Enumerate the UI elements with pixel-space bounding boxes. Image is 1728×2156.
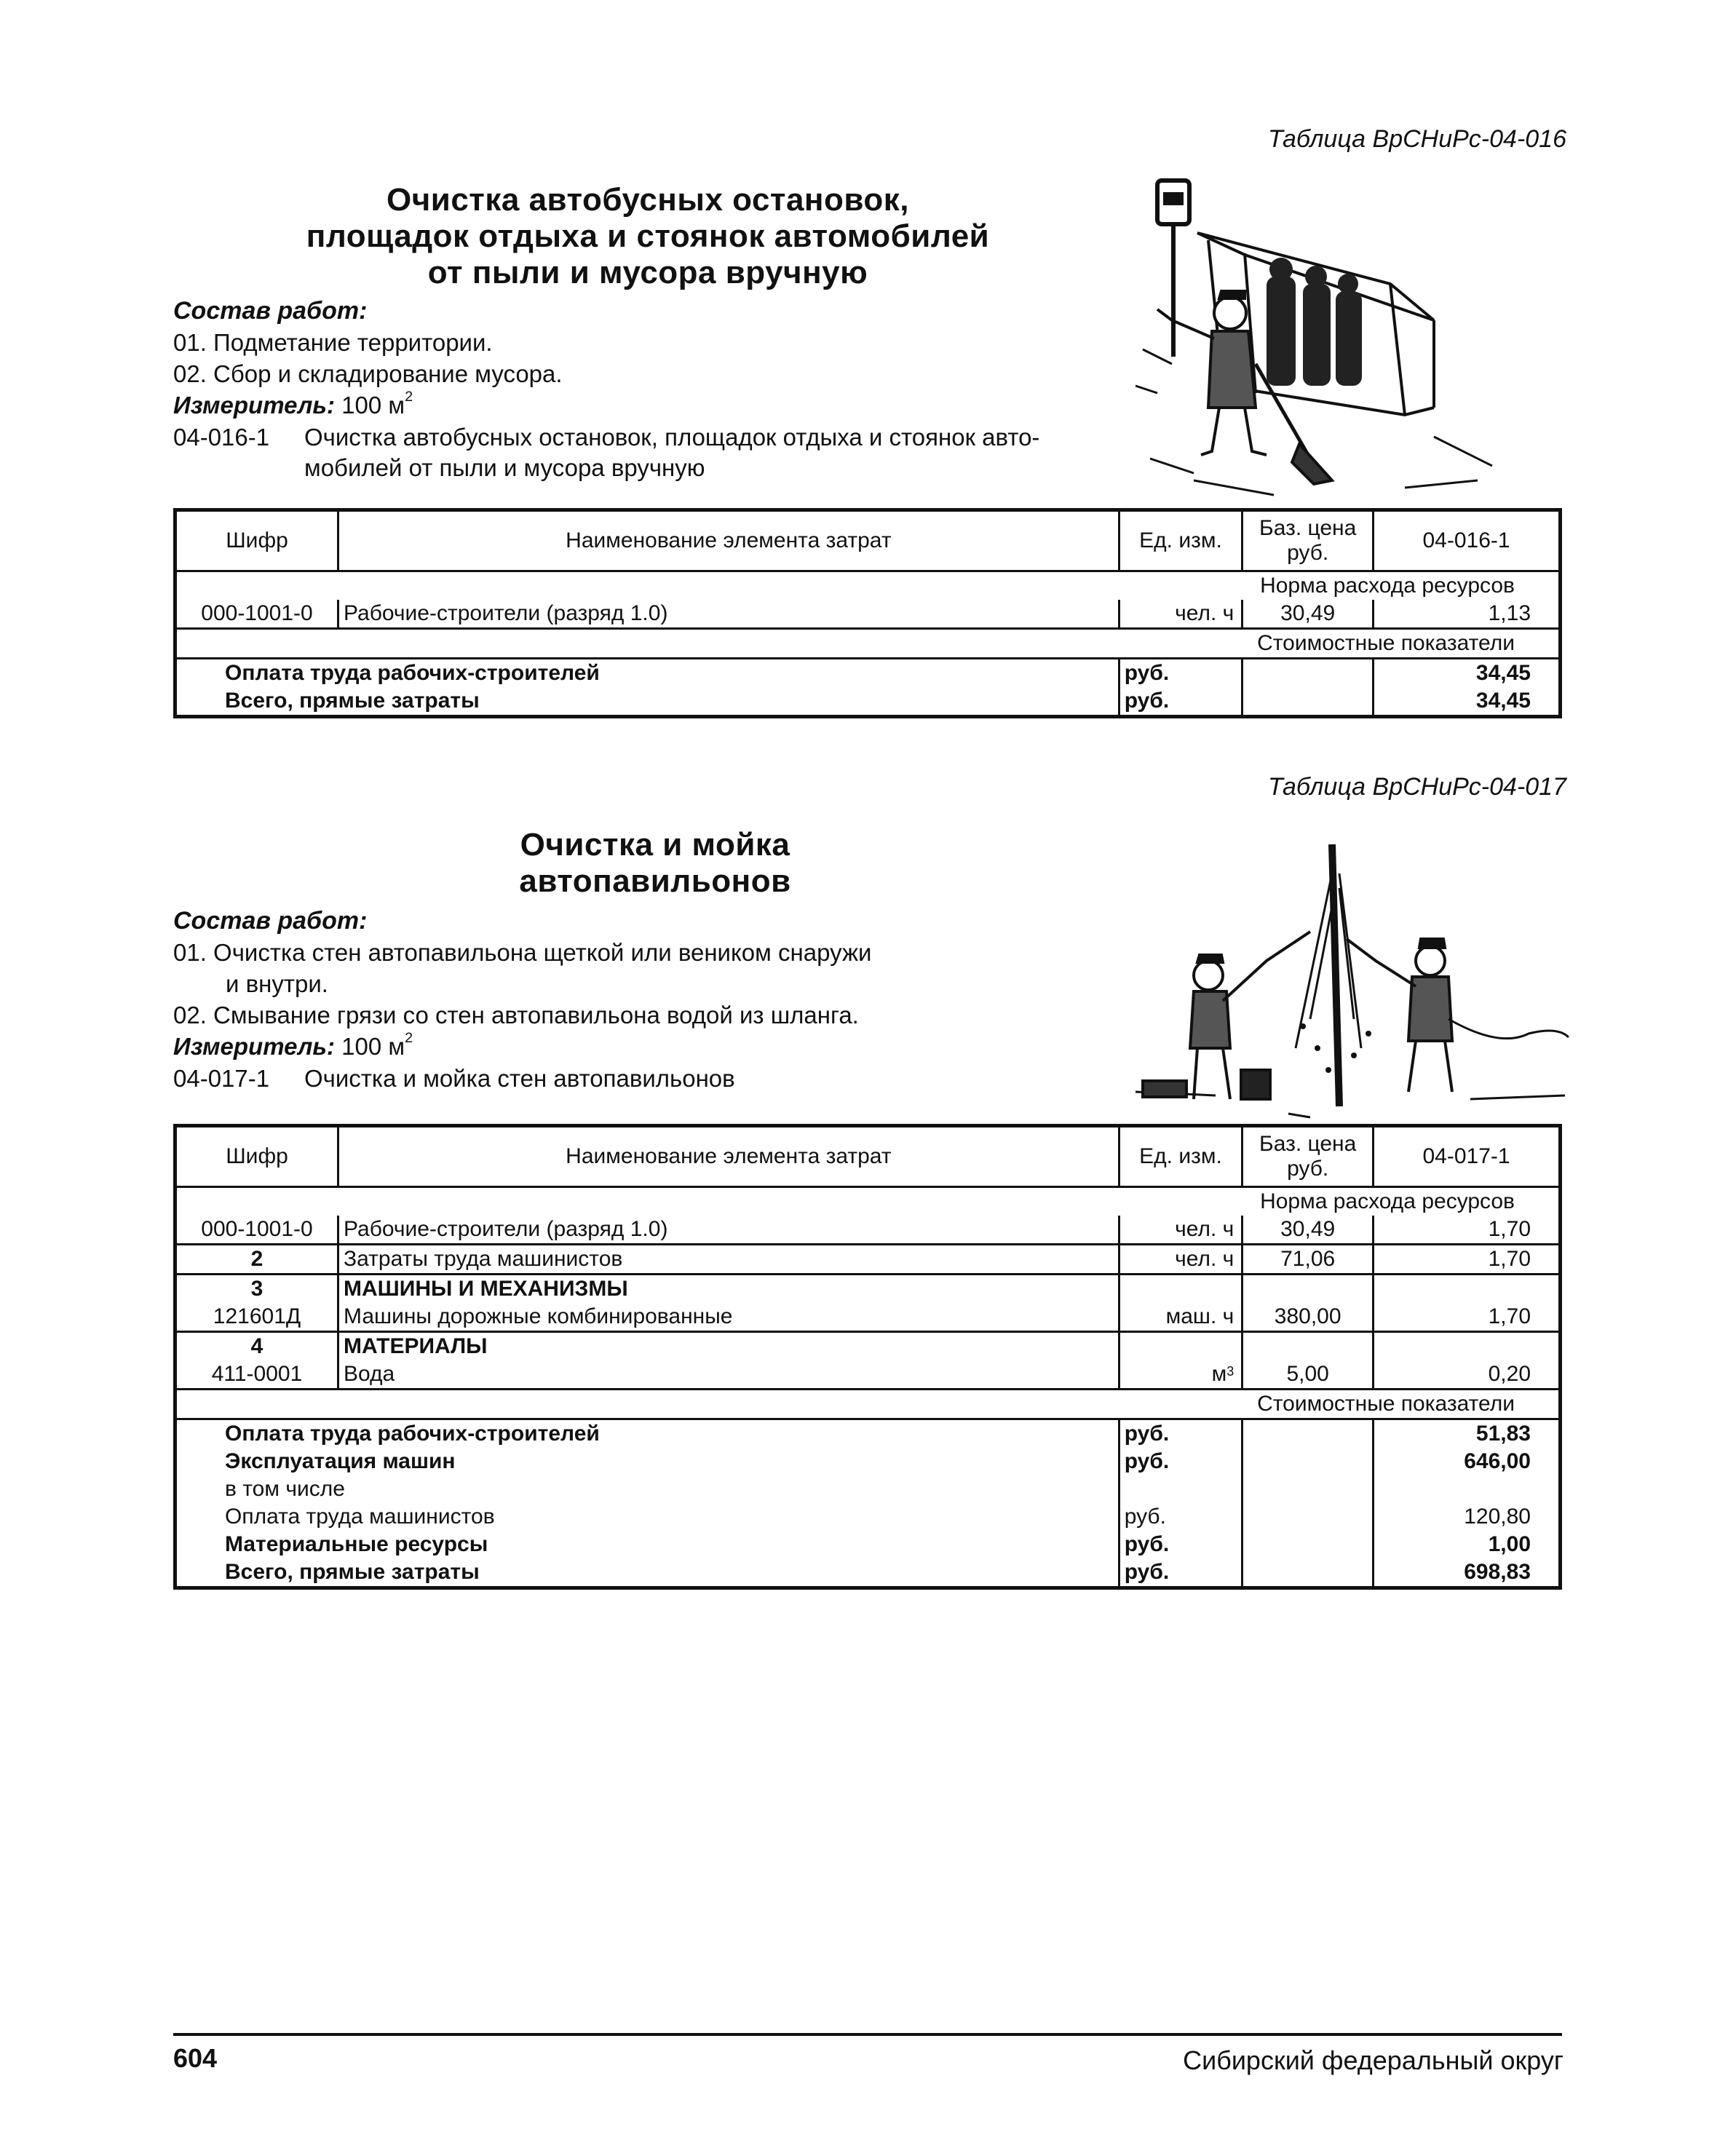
cell-value: 1,13: [1488, 601, 1531, 625]
heading-line: Очистка и мойка: [520, 827, 790, 863]
cost-row: [175, 1503, 1561, 1531]
unit-text: м: [1211, 1362, 1227, 1386]
cell-value: [1374, 1332, 1561, 1361]
cell-code: 2: [175, 1245, 338, 1275]
meter-label: Измеритель:: [173, 1033, 335, 1060]
work-item: 01. Очистка стен автопавильона щеткой или веником снаружи: [173, 939, 872, 966]
table-header-row: [175, 1126, 1561, 1187]
cost-value: [1374, 1475, 1561, 1503]
meter-label: Измеритель:: [173, 392, 335, 419]
norm-header: Норма расхода ресурсов: [175, 571, 1561, 601]
pavilion-washing-illustration: [1121, 830, 1572, 1121]
cost-unit: руб.: [1119, 659, 1243, 688]
cell-unit: [1119, 1332, 1243, 1361]
cell-code: 000-1001-0: [175, 1216, 338, 1245]
cost-price: [1243, 1448, 1374, 1475]
work-item: 02. Смывание грязи со стен автопавильона водой из шланга.: [173, 1002, 859, 1029]
cost-value: 646,00: [1464, 1449, 1531, 1473]
table-header-row: [175, 510, 1561, 571]
resource-table: [173, 508, 1562, 718]
cost-row: [175, 1558, 1561, 1588]
table-row: [175, 1332, 1561, 1361]
cell-price: 380,00: [1243, 1303, 1374, 1332]
cost-unit: руб.: [1119, 687, 1243, 717]
heading-line: Очистка автобусных остановок,: [387, 182, 909, 218]
table-row: [175, 1360, 1561, 1390]
cost-unit: руб.: [1119, 1448, 1243, 1475]
cell-unit: маш. ч: [1119, 1303, 1243, 1332]
cost-row: [175, 1448, 1561, 1475]
cost-header: Стоимостные показатели: [175, 629, 1561, 659]
cost-price: [1243, 1558, 1374, 1588]
cell-price: 5,00: [1243, 1360, 1374, 1390]
section-heading: [437, 827, 873, 900]
footer-region: Сибирский федеральный округ: [1183, 2045, 1563, 2075]
cell-unit: [1119, 1275, 1243, 1304]
col-header-code: Шифр: [175, 1126, 338, 1187]
cost-price: [1243, 1531, 1374, 1558]
cost-value: 120,80: [1464, 1505, 1531, 1529]
cost-value: 51,83: [1374, 1419, 1561, 1448]
cell-name: Затраты труда машинистов: [338, 1245, 1119, 1275]
col-header-unit: Ед. изм.: [1119, 510, 1243, 571]
norm-header-row: [175, 571, 1561, 601]
col-header-price: Баз. цена руб.: [1243, 510, 1374, 571]
table-row: [175, 1303, 1561, 1332]
cost-name: Оплата труда рабочих-строителей: [175, 1419, 1119, 1448]
cost-name: Всего, прямые затраты: [175, 1558, 1119, 1588]
cost-name: Оплата труда рабочих-строителей: [175, 659, 1119, 688]
cost-price: [1243, 659, 1374, 688]
work-item: 01. Подметание территории.: [173, 329, 493, 356]
cost-row: [175, 659, 1561, 688]
cell-unit: чел. ч: [1119, 1245, 1243, 1275]
table-row: [175, 600, 1561, 629]
cost-header-row: [175, 1390, 1561, 1419]
cost-unit: руб.: [1119, 1558, 1243, 1588]
cost-row: [175, 1475, 1561, 1503]
cell-name: МАТЕРИАЛЫ: [338, 1332, 1119, 1361]
item-text: Очистка автобусных остановок, площадок отдыха и стоянок авто-: [304, 424, 1040, 451]
cell-code: 3: [175, 1275, 338, 1304]
meter-line: [173, 389, 413, 419]
heading-line: площадок отдыха и стоянок автомобилей: [306, 218, 990, 254]
cell-code: 4: [175, 1332, 338, 1361]
col-header-price: Баз. цена руб.: [1243, 1126, 1374, 1187]
meter-value: 100 м: [341, 392, 405, 419]
col-header-item: 04-017-1: [1374, 1126, 1561, 1187]
cost-price: [1243, 1419, 1374, 1448]
cost-unit: руб.: [1119, 1531, 1243, 1558]
cost-header-row: [175, 629, 1561, 659]
cell-name: Рабочие-строители (разряд 1.0): [338, 1216, 1119, 1245]
heading-line: автопавильонов: [519, 863, 791, 899]
heading-line: от пыли и мусора вручную: [427, 255, 868, 290]
cell-value: 1,70: [1488, 1304, 1531, 1328]
works-title: Состав работ:: [173, 297, 368, 325]
cost-unit: [1119, 1475, 1243, 1503]
cell-value: 1,70: [1374, 1245, 1561, 1275]
cost-price: [1243, 1503, 1374, 1531]
meter-sup: 2: [405, 1030, 413, 1046]
table-row: [175, 1216, 1561, 1245]
cell-code: 411-0001: [175, 1360, 338, 1390]
cell-price: [1243, 1275, 1374, 1304]
bus-stop-cleaning-illustration: [1128, 175, 1521, 502]
cell-value: 1,70: [1488, 1217, 1531, 1241]
cell-unit: чел. ч: [1119, 1216, 1243, 1245]
cost-name: Эксплуатация машин: [175, 1448, 1119, 1475]
cost-price: [1243, 1475, 1374, 1503]
cost-unit: руб.: [1119, 1419, 1243, 1448]
col-header-name: Наименование элемента затрат: [338, 1126, 1119, 1187]
item-code: 04-017-1: [173, 1065, 270, 1092]
cell-price: 71,06: [1243, 1245, 1374, 1275]
table-label: Таблица ВрСНиРс-04-016: [1267, 125, 1566, 153]
table-label: Таблица ВрСНиРс-04-017: [1267, 773, 1566, 801]
cell-price: 30,49: [1243, 600, 1374, 629]
section-heading: [218, 182, 1077, 291]
cell-value: 0,20: [1488, 1362, 1531, 1386]
cost-value: 34,45: [1475, 689, 1531, 713]
cell-value: [1374, 1275, 1561, 1304]
cost-row: [175, 1531, 1561, 1558]
cell-unit: чел. ч: [1119, 600, 1243, 629]
cost-row: [175, 1419, 1561, 1448]
col-header-code: Шифр: [175, 510, 338, 571]
cost-name: Всего, прямые затраты: [175, 687, 1119, 717]
col-header-item: 04-016-1: [1374, 510, 1561, 571]
cell-unit: [1119, 1360, 1243, 1390]
item-text: мобилей от пыли и мусора вручную: [304, 454, 705, 481]
cost-unit: руб.: [1119, 1503, 1243, 1531]
footer-divider: [173, 2033, 1562, 2036]
table-row: [175, 1245, 1561, 1275]
cell-code: 000-1001-0: [175, 600, 338, 629]
table-row: [175, 1275, 1561, 1304]
cell-name: Рабочие-строители (разряд 1.0): [338, 600, 1119, 629]
item-code: 04-016-1: [173, 424, 270, 451]
cost-header: Стоимостные показатели: [175, 1390, 1561, 1419]
cost-price: [1243, 687, 1374, 717]
meter-sup: 2: [405, 389, 413, 405]
cell-code: 121601Д: [175, 1303, 338, 1332]
cost-value: 1,00: [1488, 1532, 1531, 1556]
col-header-name: Наименование элемента затрат: [338, 510, 1119, 571]
cost-name: Оплата труда машинистов: [175, 1503, 1119, 1531]
cost-value: 34,45: [1374, 659, 1561, 688]
cell-name: Машины дорожные комбинированные: [338, 1303, 1119, 1332]
cost-name: Материальные ресурсы: [175, 1531, 1119, 1558]
cell-price: 30,49: [1243, 1216, 1374, 1245]
cell-name: Вода: [338, 1360, 1119, 1390]
works-title: Состав работ:: [173, 907, 368, 935]
work-item: и внутри.: [226, 970, 328, 997]
work-item: 02. Сбор и складирование мусора.: [173, 360, 563, 387]
cost-value: 698,83: [1464, 1560, 1531, 1584]
item-text: Очистка и мойка стен автопавильонов: [304, 1065, 735, 1092]
norm-header-row: [175, 1187, 1561, 1216]
norm-header: Норма расхода ресурсов: [175, 1187, 1561, 1216]
cell-price: [1243, 1332, 1374, 1361]
cell-name: МАШИНЫ И МЕХАНИЗМЫ: [338, 1275, 1119, 1304]
cost-row: [175, 687, 1561, 717]
page-number: 604: [173, 2043, 218, 2073]
unit-sup: 3: [1226, 1364, 1234, 1379]
cost-name: в том числе: [175, 1475, 1119, 1503]
col-header-unit: Ед. изм.: [1119, 1126, 1243, 1187]
meter-line: [173, 1030, 413, 1061]
resource-table: [173, 1124, 1562, 1590]
meter-value: 100 м: [341, 1033, 405, 1060]
